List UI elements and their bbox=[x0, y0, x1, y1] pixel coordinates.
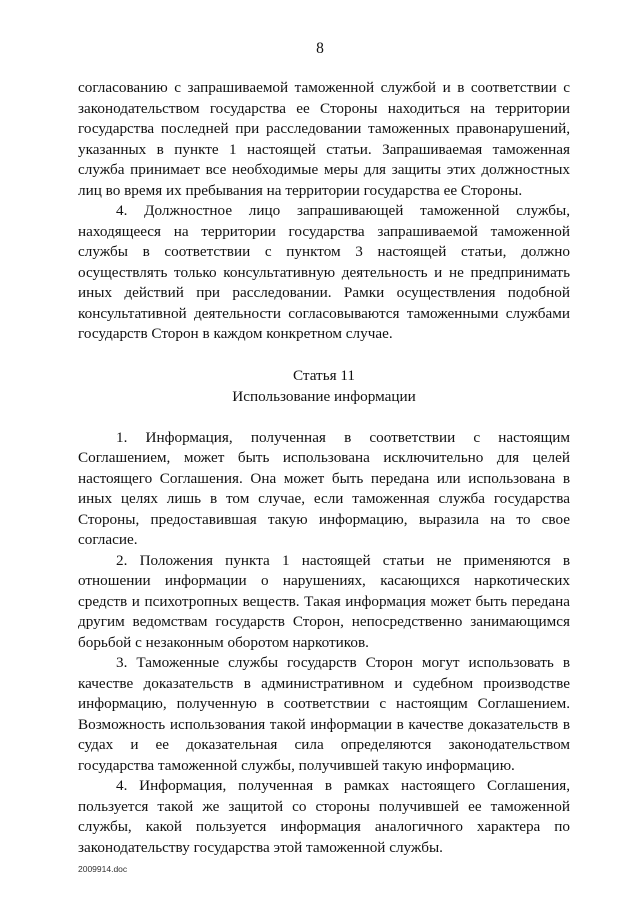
article-title: Использование информации bbox=[232, 387, 416, 405]
file-name-footer: 2009914.doc bbox=[78, 864, 128, 874]
article-paragraph: 4. Информация, полученная в рамках настоящего Соглашения, пользуется такой же защитой со стороны получившей ее таможенной службы, какой пользуется информация аналогичного характера по законодательству государства этой таможенной службы. bbox=[78, 777, 570, 856]
continuation-paragraph: согласованию с запрашиваемой таможенной службой и в соответствии с законодательством государства ее Стороны находиться на территории государства последней при расследовании таможенных правонарушений, указанных в пункте 1 настоящей статьи. Запрашиваемая таможенная служба принимает все необходимые меры для защиты этих должностных лиц во время их пребывания на территории государства ее Стороны. bbox=[78, 79, 570, 199]
article-paragraph: 1. Информация, полученная в соответствии с настоящим Соглашением, может быть использована исключительно для целей настоящего Соглашения. Она может быть передана или использована в иных целях лишь в том случае, если таможенная служба государства Стороны, предоставившая такую информацию, выразила на то свое согласие. bbox=[78, 428, 570, 548]
page-number: 8 bbox=[316, 40, 324, 57]
article-heading bbox=[78, 365, 570, 407]
continuation-paragraph: 4. Должностное лицо запрашивающей таможенной службы, находящееся на территории государства запрашиваемой таможенной службы в соответствии с пунктом 3 настоящей статьи, должно осуществлять только консультативную деятельность и не предпринимать иных действий при расследовании. Рамки осуществления подобной консультативной деятельности согласовываются таможенными службами государств Сторон в каждом конкретном случае. bbox=[78, 202, 570, 342]
article-paragraph: 2. Положения пункта 1 настоящей статьи не применяются в отношении информации о нарушениях, касающихся наркотических средств и психотропных веществ. Такая информация может быть передана другим ведомствам государств Сторон, непосредственно занимающимся борьбой с незаконным оборотом наркотиков. bbox=[78, 551, 570, 651]
document-body bbox=[78, 78, 570, 858]
article-paragraph: 3. Таможенные службы государств Сторон могут использовать в качестве доказательств в административном и судебном производстве информацию, полученную в соответствии с настоящим Соглашением. Возможность использования такой информации в качестве доказательств в судах и ее доказательная сила определяются законодательством государства таможенной службы, получившей такую информацию. bbox=[78, 654, 570, 774]
article-number: Статья 11 bbox=[292, 366, 356, 384]
